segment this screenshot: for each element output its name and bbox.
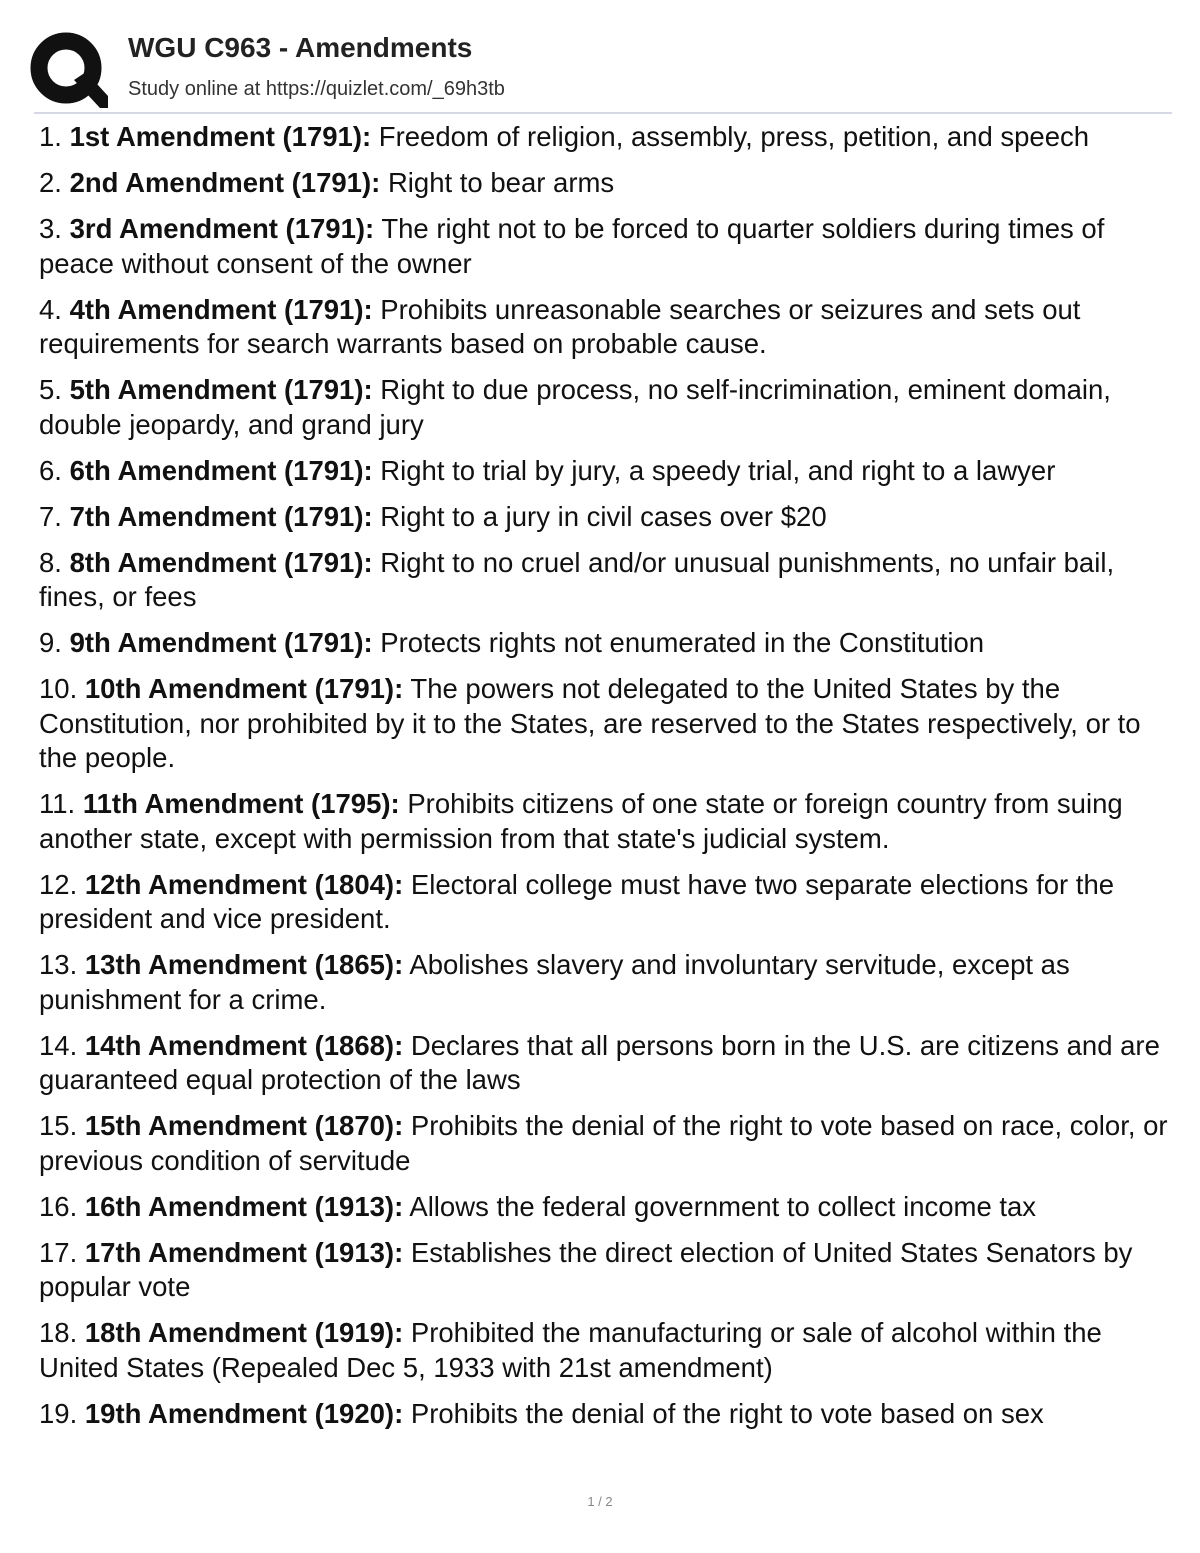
entry-term: 8th Amendment (1791): bbox=[69, 546, 373, 578]
entry-term: 6th Amendment (1791): bbox=[69, 454, 373, 486]
flashcard-entry bbox=[39, 787, 1171, 856]
entry-number: 11. bbox=[39, 788, 76, 819]
entry-definition: Prohibited the manufacturing or sale of alcohol within the United States (Repealed Dec 5, 1933 with 21st amendment) bbox=[39, 1317, 1102, 1383]
entry-definition: Declares that all persons born in the U.S. are citizens and are guaranteed equal protection of the laws bbox=[39, 1029, 1160, 1095]
flashcard-entry bbox=[39, 212, 1171, 281]
entry-term: 18th Amendment (1919): bbox=[84, 1317, 404, 1348]
flashcard-entry bbox=[39, 1316, 1171, 1385]
entry-number: 9. bbox=[39, 627, 62, 658]
entry-term: 5th Amendment (1791): bbox=[69, 374, 373, 405]
flashcard-entry bbox=[39, 293, 1171, 362]
entry-definition: Right to a jury in civil cases over $20 bbox=[380, 500, 827, 532]
flashcard-entry bbox=[39, 166, 1171, 201]
entry-definition: Right to due process, no self-incrimination, eminent domain, double jeopardy, and grand jury bbox=[39, 374, 1111, 440]
entry-term: 13th Amendment (1865): bbox=[84, 949, 404, 980]
page-title: WGU C963 - Amendments bbox=[128, 32, 473, 63]
entry-number: 17. bbox=[39, 1236, 78, 1268]
entry-term: 10th Amendment (1791): bbox=[84, 673, 404, 704]
entry-number: 12. bbox=[39, 868, 78, 900]
entry-number: 8. bbox=[39, 546, 62, 578]
entry-number: 14. bbox=[39, 1029, 78, 1061]
header-divider bbox=[34, 112, 1172, 114]
flashcard-entry bbox=[39, 1397, 1171, 1432]
entry-term: 15th Amendment (1870): bbox=[84, 1110, 404, 1141]
entry-definition: Establishes the direct election of United States Senators by popular vote bbox=[39, 1236, 1133, 1302]
flashcard-list bbox=[39, 120, 1171, 1443]
entry-definition: Right to no cruel and/or unusual punishments, no unfair bail, fines, or fees bbox=[39, 546, 1115, 612]
flashcard-entry bbox=[39, 500, 1171, 535]
entry-definition: The powers not delegated to the United States by the Constitution, nor prohibited by it to the States, are reserved to the States respectively, or to the people. bbox=[39, 673, 1141, 773]
quizlet-logo-icon bbox=[28, 30, 108, 110]
entry-term: 1st Amendment (1791): bbox=[69, 121, 372, 152]
flashcard-entry bbox=[39, 1190, 1171, 1225]
entry-number: 1. bbox=[39, 121, 62, 152]
flashcard-entry bbox=[39, 454, 1171, 489]
flashcard-entry bbox=[39, 626, 1171, 661]
entry-term: 17th Amendment (1913): bbox=[84, 1236, 404, 1268]
entry-definition: Electoral college must have two separate elections for the president and vice president. bbox=[39, 868, 1115, 934]
entry-term: 19th Amendment (1920): bbox=[84, 1397, 404, 1429]
entry-definition: Prohibits the denial of the right to vote based on sex bbox=[410, 1397, 1044, 1429]
entry-term: 2nd Amendment (1791): bbox=[69, 167, 381, 198]
entry-number: 15. bbox=[39, 1110, 78, 1141]
entry-number: 3. bbox=[39, 213, 62, 244]
study-online-link[interactable]: Study online at https://quizlet.com/_69h3tb bbox=[128, 78, 505, 100]
flashcard-entry bbox=[39, 868, 1171, 937]
entry-number: 7. bbox=[39, 500, 62, 532]
entry-number: 13. bbox=[39, 949, 78, 980]
entry-term: 7th Amendment (1791): bbox=[69, 500, 373, 532]
entry-number: 6. bbox=[39, 454, 62, 486]
flashcard-entry bbox=[39, 1236, 1171, 1305]
flashcard-entry bbox=[39, 120, 1171, 155]
flashcard-entry bbox=[39, 1029, 1171, 1098]
entry-definition: The right not to be forced to quarter soldiers during times of peace without consent of the owner bbox=[39, 213, 1105, 279]
page-number: 1 / 2 bbox=[587, 1494, 613, 1509]
flashcard-entry bbox=[39, 1109, 1171, 1178]
entry-term: 14th Amendment (1868): bbox=[84, 1029, 404, 1061]
flashcard-entry bbox=[39, 546, 1171, 615]
entry-number: 18. bbox=[39, 1317, 78, 1348]
entry-definition: Right to trial by jury, a speedy trial, and right to a lawyer bbox=[380, 454, 1056, 486]
entry-number: 16. bbox=[39, 1190, 78, 1222]
entry-definition: Prohibits the denial of the right to vote based on race, color, or previous condition of servitude bbox=[39, 1110, 1168, 1176]
entry-definition: Abolishes slavery and involuntary servitude, except as punishment for a crime. bbox=[39, 949, 1070, 1015]
page-header bbox=[28, 28, 1178, 112]
entry-term: 16th Amendment (1913): bbox=[84, 1190, 404, 1222]
entry-term: 12th Amendment (1804): bbox=[84, 868, 404, 900]
flashcard-entry bbox=[39, 373, 1171, 442]
entry-number: 10. bbox=[39, 673, 78, 704]
entry-term: 11th Amendment (1795): bbox=[82, 788, 400, 819]
entry-number: 2. bbox=[39, 167, 62, 198]
entry-term: 3rd Amendment (1791): bbox=[69, 213, 375, 244]
flashcard-entry bbox=[39, 672, 1171, 776]
entry-definition: Right to bear arms bbox=[387, 167, 615, 198]
entry-definition: Freedom of religion, assembly, press, petition, and speech bbox=[378, 121, 1090, 152]
entry-number: 5. bbox=[39, 374, 62, 405]
entry-definition: Allows the federal government to collect income tax bbox=[409, 1190, 1037, 1222]
entry-definition: Prohibits unreasonable searches or seizures and sets out requirements for search warrants based on probable cause. bbox=[39, 293, 1081, 359]
entry-term: 9th Amendment (1791): bbox=[69, 627, 373, 658]
entry-definition: Protects rights not enumerated in the Constitution bbox=[380, 627, 985, 658]
entry-number: 4. bbox=[39, 293, 62, 325]
entry-term: 4th Amendment (1791): bbox=[69, 293, 373, 325]
entry-definition: Prohibits citizens of one state or foreign country from suing another state, except with permission from that state's judicial system. bbox=[39, 788, 1123, 854]
entry-number: 19. bbox=[39, 1397, 78, 1429]
flashcard-entry bbox=[39, 948, 1171, 1017]
